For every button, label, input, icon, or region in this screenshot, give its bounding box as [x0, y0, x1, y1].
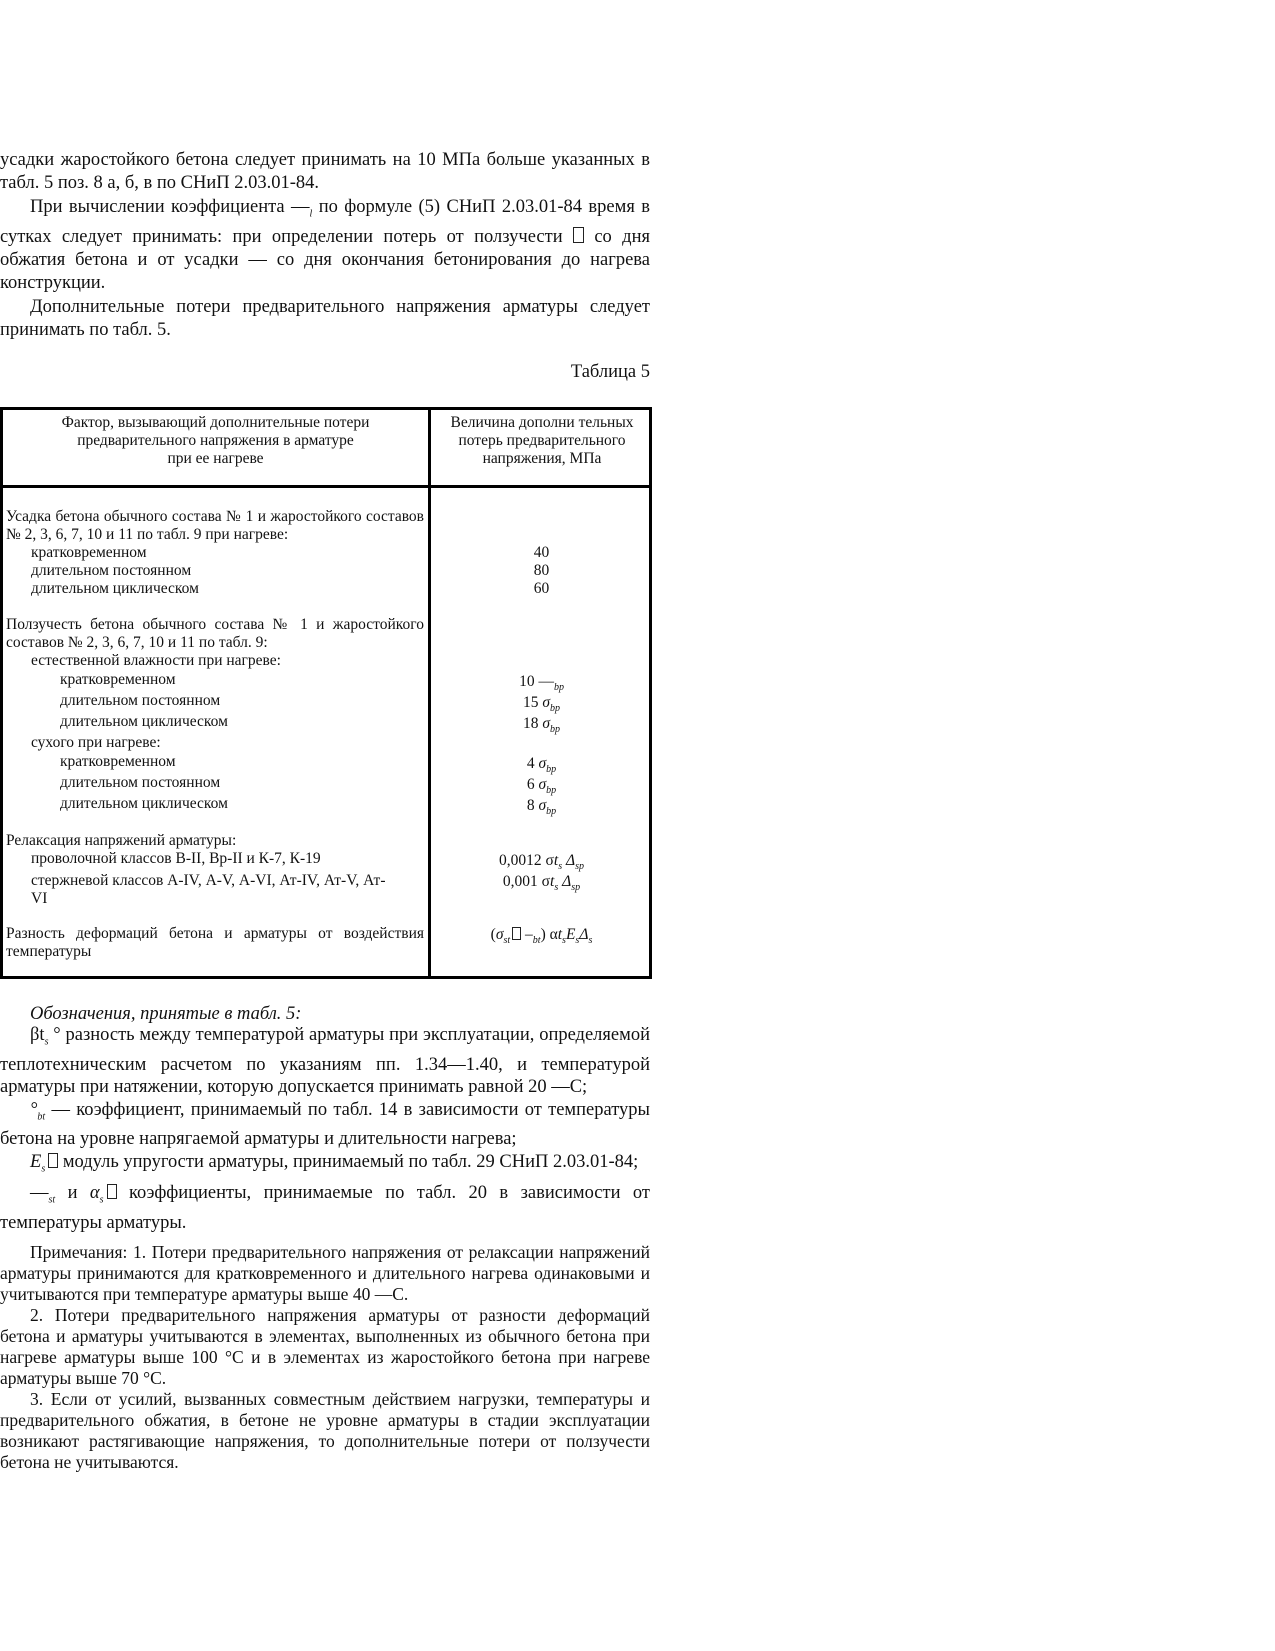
g4-value-minus: –	[521, 926, 533, 943]
note-1-sub: s	[44, 1036, 49, 1048]
note-3	[0, 1151, 650, 1181]
note-4-sub: st	[48, 1194, 56, 1206]
note-2-sub: bt	[37, 1111, 46, 1123]
note-2-sym: °	[30, 1099, 38, 1120]
g3-value-1-num: 0,0012 σ	[499, 852, 554, 869]
remarks-section	[0, 1242, 650, 1473]
table-header-divider	[3, 485, 649, 488]
note-3-sub: s	[41, 1164, 46, 1176]
g2-value-3	[431, 715, 652, 739]
g3-value-1-delta: Δ	[565, 852, 576, 869]
g3-value-2-t: t	[550, 873, 555, 890]
g4-value-sub-s3: s	[588, 935, 593, 947]
remark-3: 3. Если от усилий, вызванных совместным действием нагрузки, температуры и предварительного обжатия, в бетоне не уровне арматуры в стадии эксплуатации возникают растягивающие напряжения, то дополнительные потери от ползучести бетона не учитываются.	[0, 1389, 650, 1472]
g2-value-3-sigma: σ	[542, 715, 551, 732]
g4-value-delta: Δ	[579, 926, 589, 943]
note-4-sym: —	[30, 1183, 49, 1204]
missing-glyph-box	[48, 1153, 58, 1168]
g1-row-3: длительном циклическом	[31, 580, 199, 597]
header-factor-text: Фактор, вызывающий дополнительные потери предварительного напряжения в арматуре	[61, 414, 370, 449]
p2-text-c: со дня обжатия бетона и от усадки — со дня окончания бетонирования до нагрева конструкции.	[0, 226, 650, 293]
intro-paragraph-2	[0, 196, 650, 295]
header-value: Величина дополни тельных потерь предварительного напряжения, МПа	[450, 414, 634, 467]
g4-value-t: t	[557, 926, 563, 943]
missing-glyph-box	[107, 1184, 117, 1199]
g2-value-3-num: 18	[522, 715, 543, 732]
g3-value-1-sub-s: s	[558, 861, 563, 873]
g2-value-1-num: 10	[519, 673, 539, 690]
note-1-dash: °	[48, 1025, 61, 1045]
intro-paragraph-1: усадки жаростойкого бетона следует принимать на 10 МПа больше указанных в табл. 5 поз. 8 а, б, в по СНиП 2.03.01-84.	[0, 150, 650, 193]
g4-value-paren: (	[490, 926, 496, 943]
g2-value-1-sub: bp	[553, 682, 564, 694]
note-4-sub2: s	[99, 1194, 104, 1206]
g4-value-sub-s1: s	[562, 935, 566, 947]
g1-row-1: кратковременном	[31, 544, 147, 561]
g2-title: Ползучесть бетона обычного состава № 1 и жаростойкого составов № 2, 3, 6, 7, 10 и 11 по табл. 9:	[6, 616, 424, 651]
p2-text-b: по формуле (5) СНиП 2.03.01-84 время в сутках следует принимать: при определении потерь от ползучести	[0, 197, 650, 247]
g4-title: Разность деформаций бетона и арматуры от воздействия температуры	[6, 925, 424, 960]
note-4-mid: и	[55, 1183, 90, 1204]
g2-value-5-sigma: σ	[538, 776, 547, 793]
notes-section	[0, 1003, 650, 1234]
note-4-text: коэффициенты, принимаемые по табл. 20 в зависимости от температуры арматуры.	[0, 1183, 650, 1233]
g2-value-6-num: 8	[526, 797, 539, 814]
g2-row-3: длительном циклическом	[60, 713, 228, 730]
g2-subgroup-1: естественной влажности при нагреве:	[31, 652, 281, 669]
remark-1: Примечания: 1. Потери предварительного напряжения от релаксации напряжений арматуры принимаются для кратковременного и длительного нагрева одинаковыми и учитываются при температуре арматуры выше 40 —С.	[0, 1242, 650, 1304]
g4-value-sub-st: st	[503, 935, 511, 947]
g2-value-5-sub: bp	[546, 785, 557, 797]
g2-value-6-sigma: σ	[538, 797, 547, 814]
g2-value-3-sub: bp	[550, 724, 561, 736]
g4-value	[431, 926, 652, 950]
note-1-sym: βt	[30, 1025, 45, 1045]
g2-value-6	[431, 797, 652, 821]
g2-value-2-sigma: σ	[542, 694, 551, 711]
header-factor	[23, 414, 408, 468]
g2-value-5-num: 6	[526, 776, 539, 793]
g2-value-2-num: 15	[522, 694, 543, 711]
g2-value-2-sub: bp	[550, 703, 561, 715]
missing-glyph-box	[512, 927, 521, 940]
note-1	[0, 1024, 650, 1098]
g4-value-sub-s2: s	[575, 935, 580, 947]
g2-row-6: длительном циклическом	[60, 795, 228, 812]
g3-value-2	[431, 873, 652, 897]
g1-title: Усадка бетона обычного состава № 1 и жаростойкого составов № 2, 3, 6, 7, 10 и 11 по табл. 9 при нагреве:	[6, 508, 424, 543]
g2-value-6-sub: bp	[546, 806, 557, 818]
g3-row-2: стержневой классов А-IV, А-V, А-VI, Ат-IV, Ат-V, Ат-VI	[31, 872, 386, 907]
g3-value-2-sub-sp: sp	[571, 882, 581, 894]
g3-value-1-sub-sp: sp	[575, 861, 584, 873]
p2-subscript: l	[309, 208, 313, 220]
g2-row-4: кратковременном	[60, 753, 176, 770]
notes-title: Обозначения, принятые в табл. 5:	[30, 1004, 302, 1024]
g2-subgroup-2: сухого при нагреве:	[31, 734, 161, 751]
g2-value-1-sym: —	[538, 673, 554, 690]
g2-value-4-sigma: σ	[538, 755, 547, 772]
p2-text-a: При вычислении коэффициента	[30, 197, 292, 217]
g4-value-alpha: ) α	[540, 926, 558, 943]
note-1-text: разность между температурой арматуры при эксплуатации, определяемой теплотехническим расчетом по указаниям пп. 1.34—1.40, и температурой арматуры при натяжении, которую допускается принимать равной 20 —С;	[0, 1025, 650, 1097]
note-2	[0, 1099, 650, 1151]
table-caption: Таблица 5	[570, 362, 650, 382]
intro-section	[0, 149, 650, 342]
note-2-text: — коэффициент, принимаемый по табл. 14 в зависимости от температуры бетона на уровне напрягаемой арматуры и длительности нагрева;	[0, 1099, 650, 1150]
g4-value-E: E	[565, 926, 576, 943]
g2-row-2: длительном постоянном	[60, 692, 221, 709]
note-4	[0, 1182, 650, 1234]
p2-symbol: —	[291, 197, 310, 217]
g1-value-3: 60	[533, 580, 550, 597]
g1-value-2: 80	[533, 562, 550, 579]
g2-value-4-num: 4	[526, 755, 539, 772]
header-factor-text-2: при ее нагреве	[167, 450, 264, 467]
g3-row-1: проволочной классов В-II, Вр-II и К-7, К-19	[31, 850, 321, 867]
g1-value-1: 40	[533, 544, 550, 561]
note-3-text: модуль упругости арматуры, принимаемый по табл. 29 СНиП 2.03.01-84;	[58, 1152, 639, 1173]
table-5	[0, 407, 652, 979]
remark-2: 2. Потери предварительного напряжения арматуры от разности деформаций бетона и арматуры учитываются в элементах, выполненных из обычного бетона при нагреве арматуры выше 100 °С и в элементах из жаростойкого бетона при нагреве арматуры выше 70 °С.	[0, 1305, 650, 1388]
g1-row-2: длительном постоянном	[31, 562, 192, 579]
g3-value-1-t: t	[553, 852, 559, 869]
intro-paragraph-3: Дополнительные потери предварительного напряжения арматуры следует принимать по табл. 5.	[0, 296, 650, 340]
g4-value-sigma: σ	[495, 926, 504, 943]
note-3-sym: E	[30, 1152, 42, 1173]
g3-value-2-num: 0,001 σ	[502, 873, 550, 890]
g3-title: Релаксация напряжений арматуры:	[6, 832, 237, 849]
g3-value-2-sub-s: s	[554, 882, 559, 894]
g2-row-5: длительном постоянном	[60, 774, 221, 791]
g2-row-1: кратковременном	[60, 671, 176, 688]
note-4-sym2: α	[89, 1183, 100, 1204]
g4-value-sub-bt: bt	[532, 935, 541, 947]
g2-value-4-sub: bp	[546, 764, 557, 776]
g3-value-2-delta: Δ	[562, 873, 572, 890]
missing-glyph-box	[573, 227, 584, 243]
